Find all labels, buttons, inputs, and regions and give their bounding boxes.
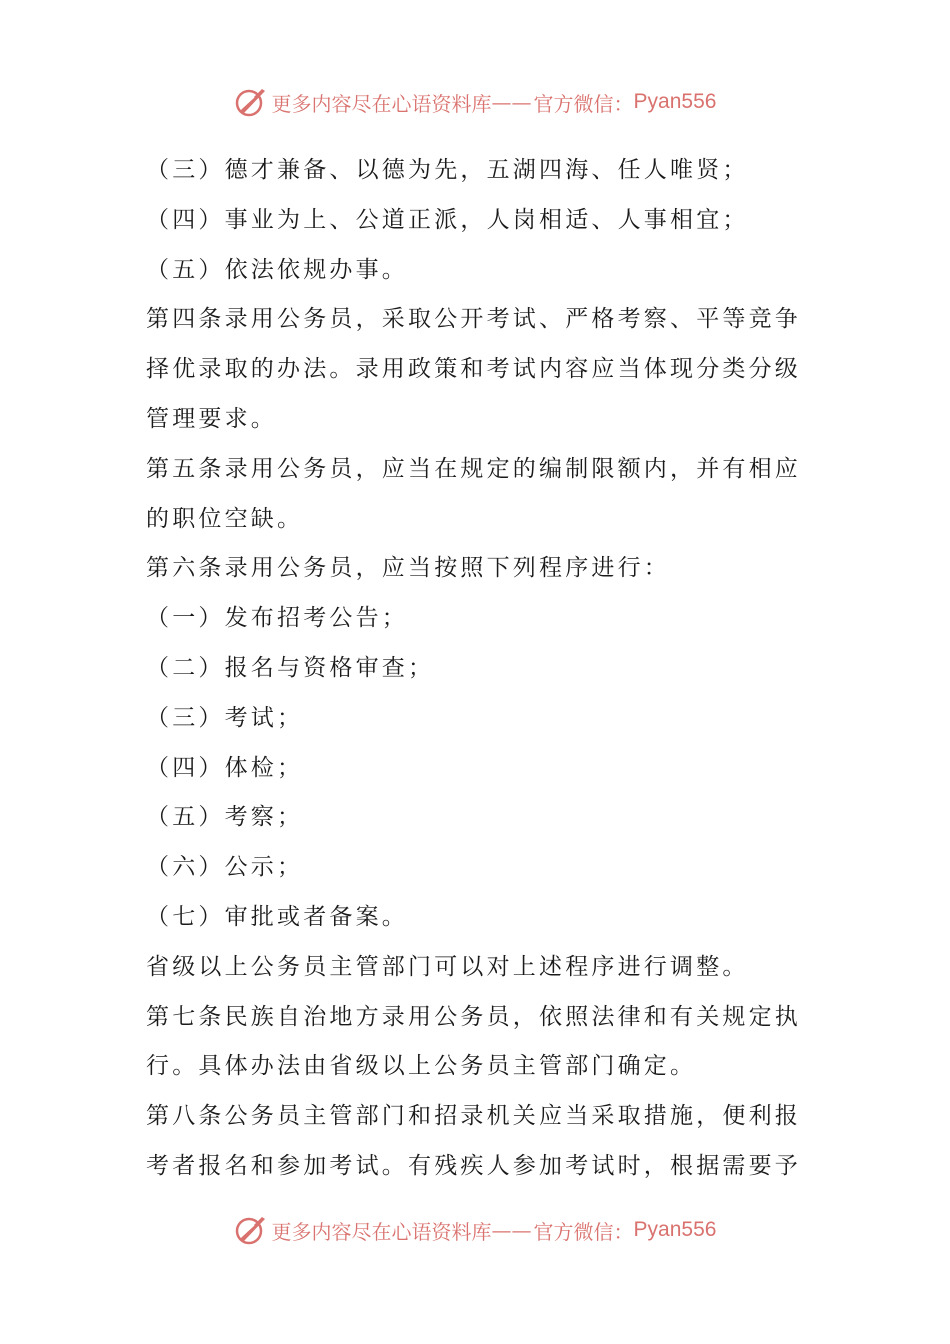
header-wechat-label: 官方微信： [533,91,634,116]
text-line: （七）审批或者备案。 [146,903,408,930]
header-banner-text: 更多内容尽在心语资料库 [271,91,492,116]
footer-wechat-id: Pyan556 [633,1218,717,1241]
footer-banner [0,1208,950,1252]
footer-banner-dash: —— [491,1218,532,1242]
footer-wechat-label: 官方微信： [533,1219,634,1244]
text-line: （四）事业为上、公道正派，人岗相适、人事相宜； [146,206,749,233]
text-line: （六）公示； [146,854,304,881]
text-line: （一）发布招考公告； [146,605,408,632]
text-line: 第五条录用公务员，应当在规定的编制限额内，并有相应 [146,455,801,482]
header-banner [0,80,950,124]
text-line: 的职位空缺。 [146,505,304,532]
quill-logo-icon [234,85,268,119]
text-line: 第八条公务员主管部门和招录机关应当采取措施，便利报 [146,1103,801,1130]
text-line: 行。具体办法由省级以上公务员主管部门确定。 [146,1053,697,1080]
text-line: （三）考试； [146,704,304,731]
text-line: （五）考察； [146,804,304,831]
footer-banner-text: 更多内容尽在心语资料库 [271,1219,492,1244]
document-body [146,146,806,1192]
text-line: （五）依法依规办事。 [146,256,408,283]
text-line: 省级以上公务员主管部门可以对上述程序进行调整。 [146,953,749,980]
text-line: 第六条录用公务员，应当按照下列程序进行： [146,555,670,582]
text-line: （二）报名与资格审查； [146,654,435,681]
text-line: 管理要求。 [146,405,277,432]
text-line: （四）体检； [146,754,304,781]
text-line: 考者报名和参加考试。有残疾人参加考试时，根据需要予 [146,1152,801,1179]
header-banner-dash: —— [491,90,532,114]
text-line: 第四条录用公务员，采取公开考试、严格考察、平等竞争 [146,306,801,333]
text-line: （三）德才兼备、以德为先，五湖四海、任人唯贤； [146,157,749,183]
header-wechat-id: Pyan556 [633,90,717,113]
text-line: 第七条民族自治地方录用公务员，依照法律和有关规定执 [146,1003,801,1030]
text-line: 择优录取的办法。录用政策和考试内容应当体现分类分级 [146,356,801,383]
quill-logo-icon [234,1213,268,1247]
